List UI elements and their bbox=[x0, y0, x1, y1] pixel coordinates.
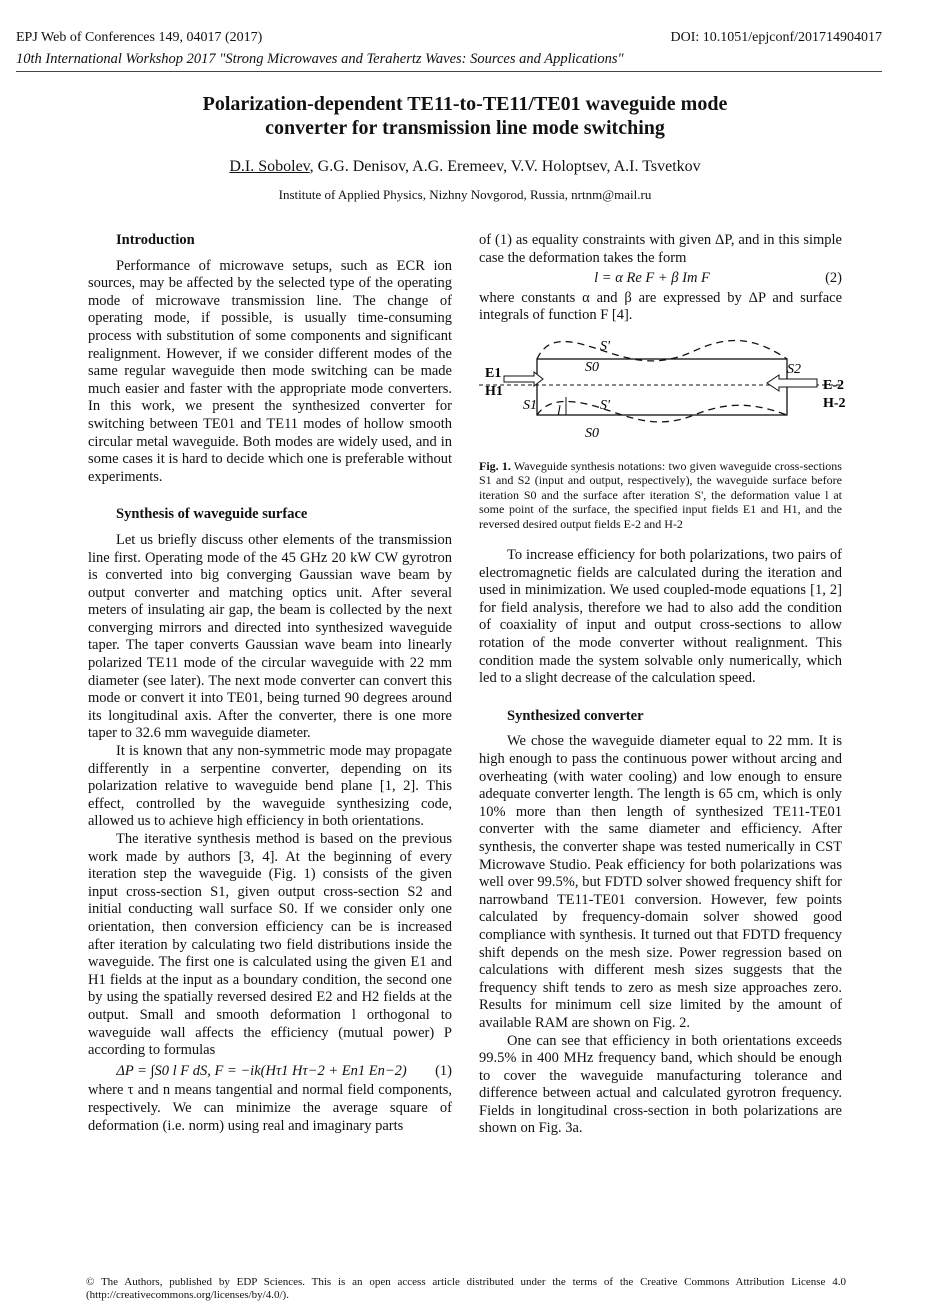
paragraph: where constants α and β are expressed by ΔP and surface integrals of function F [4]. bbox=[479, 289, 842, 324]
journal-citation: EPJ Web of Conferences 149, 04017 (2017) bbox=[16, 30, 263, 45]
figure-1-caption bbox=[479, 459, 842, 532]
paragraph: The iterative synthesis method is based on the previous work made by authors [3, 4]. At the beginning of every iteration step the waveguide (Fig. 1) consists of the given input cross-section S1, given output cross-section S2 and initial conducting wall surface S0. If we consider only one orientation, then conversion efficiency can be is increased after iteration by calculating two field distributions inside the waveguide. The first one is calculated using the given E1 and H1 fields at the input as a boundary condition, the second one by using the spatially reversed desired E2 and H2 fields at the output. Small and smooth deformation l orthogonal to waveguide wall affects the efficiency (mutual power) P according to formulas bbox=[88, 831, 452, 1059]
title-line-2: converter for transmission line mode switching bbox=[265, 117, 665, 139]
other-authors: , G.G. Denisov, A.G. Eremeev, V.V. Holoptsev, A.I. Tsvetkov bbox=[309, 158, 701, 175]
running-header bbox=[16, 30, 882, 46]
paper-title bbox=[0, 92, 930, 140]
waveguide-outline bbox=[537, 359, 787, 415]
title-line-1: Polarization-dependent TE11-to-TE11/TE01 waveguide mode bbox=[202, 93, 728, 115]
paragraph: where τ and n means tangential and normal field components, respectively. We can minimize the average square of deformation (i.e. norm) using real and imaginary parts bbox=[88, 1082, 452, 1134]
deformed-surface-top bbox=[537, 340, 787, 360]
paragraph: To increase efficiency for both polarizations, two pairs of electromagnetic fields are calculated during the iteration and used in minimization. We used coupled-mode equations [1, 2] for field analysis, therefore we had to also add the condition of coaxiality of input and output cross-sections to allow rotation of the mode converter without realignment. This condition made the system solvable only numerically, which led to a slight decrease of the calculation speed. bbox=[479, 547, 842, 687]
figure-label: S1 bbox=[523, 397, 537, 413]
license-footer: © The Authors, published by EDP Sciences. This is an open access article distributed under the terms of the Creative Commons Attribution License 4.0 (http://creativecommons.org/licenses/by/4.0/). bbox=[86, 1276, 846, 1301]
figure-1-label: Fig. 1. bbox=[479, 458, 511, 473]
paragraph: It is known that any non-symmetric mode may propagate differently in a serpentine converter, depending on its polarization relative to waveguide bend plane [1, 2]. This effect, controlled by the waveguide synthesizing code, allowed us to achieve high efficiency in both orientations. bbox=[88, 743, 452, 830]
left-column bbox=[88, 232, 452, 1135]
equation-1-body: ΔP = ∫S0 l F dS, F = −ik(Hτ1 Hτ−2 + En1 En−2) bbox=[116, 1062, 407, 1079]
workshop-name: 10th International Workshop 2017 "Strong Microwaves and Terahertz Waves: Sources and Applications" bbox=[16, 51, 624, 67]
figure-label: S0 bbox=[585, 359, 599, 375]
section-heading-synthesis: Synthesis of waveguide surface bbox=[116, 506, 308, 523]
section-heading-synthesized-converter: Synthesized converter bbox=[507, 707, 644, 724]
figure-label: S' bbox=[600, 397, 610, 413]
figure-label: S' bbox=[600, 338, 610, 354]
figure-label: E-2 bbox=[823, 377, 844, 393]
figure-label: S0 bbox=[585, 425, 599, 441]
equation-1 bbox=[88, 1063, 452, 1081]
deformed-surface-bottom bbox=[537, 401, 787, 421]
header-divider bbox=[16, 71, 882, 72]
author-list bbox=[0, 158, 930, 176]
equation-2 bbox=[479, 270, 842, 288]
figure-1-caption-text: Waveguide synthesis notations: two given waveguide cross-sections S1 and S2 (input and output, respectively), the waveguide surface before iteration S0 and the surface after iteration S', the deformation value l at some point of the surface, the specified input fields E1 and H1, and the reversed desired output fields E-2 and H-2 bbox=[479, 458, 842, 531]
paragraph: We chose the waveguide diameter equal to 22 mm. It is high enough to pass the continuous power without arcing and overheating (with water cooling) and low enough to ensure adequate converter length. The length is 65 cm, which is only 10% more than then length of synthesized TE11-TE01 converter with the same diameter and efficiency. After synthesis, the converter shape was tested numerically in CST Microwave Studio. Peak efficiency for both polarizations was well over 99.5%, but FDTD solver showed frequency shift for narrowband TE11-TE01 conversion. However, few points calculated by frequency-domain solver showed good compliance with synthesis. It turned out that FDTD frequency shift depends on the mesh size. Power regression based on calculations with different mesh sizes suggests that the frequency shift tends to zero as mesh size approaches zero. Results for minimum cell size limited by the amount of available RAM are shown on Fig. 2. bbox=[479, 733, 842, 1031]
figure-label: H-2 bbox=[823, 395, 846, 411]
equation-2-body: l = α Re F + β Im F bbox=[594, 270, 710, 287]
paragraph: Let us briefly discuss other elements of the transmission line first. Operating mode of the 45 GHz 20 kW CW gyrotron is converted into big converging Gaussian wave beam by output converter and matching optics unit. After several meters of insulating air gap, the beam is collected by the next converging mirrors and directed into synthesized waveguide taper. The taper converts Gaussian wave beam into linearly polarized TE11 mode of the circular waveguide with 22 mm diameter (see later). The next mode converter can convert this mode or convert it into TE01, being turned 90 degrees around its longitudinal axis. After the converter, there is one more taper to 32.6 mm waveguide diameter. bbox=[88, 531, 452, 742]
figure-label: l bbox=[557, 403, 561, 419]
right-column bbox=[479, 232, 846, 1138]
paragraph: One can see that efficiency in both orientations exceeds 99.5% in 400 MHz frequency band, which should be enough to cover the waveguide manufacturing tolerance and difference between actual and calculated gyrotron frequency. Fields in longitudinal cross-section in both polarizations are shown on Fig. 3a. bbox=[479, 1032, 842, 1137]
equation-1-number: (1) bbox=[435, 1062, 452, 1079]
affiliation: Institute of Applied Physics, Nizhny Novgorod, Russia, nrtnm@mail.ru bbox=[278, 187, 652, 202]
paragraph: Performance of microwave setups, such as ECR ion sources, may be affected by the selected type of the operating mode of microwave transmission line. The change of operating mode, if possible, is usually time-consuming process with substitution of some components and significant realignment. However, if we consider different modes of the same regular waveguide then mode switching can be made much easier and faster with the appropriate mode converters. In this work, we present the synthesized converter for switching between TE01 and TE11 modes of hollow smooth circular metal waveguide. Both modes are widely used, and in some cases it is hard to decide which one is preferable without experiments. bbox=[88, 257, 452, 485]
figure-label: S2 bbox=[787, 361, 801, 377]
waveguide-diagram bbox=[479, 337, 846, 449]
first-author: D.I. Sobolev bbox=[229, 158, 310, 175]
section-heading-introduction: Introduction bbox=[116, 232, 195, 248]
figure-1 bbox=[479, 337, 846, 455]
doi[interactable]: DOI: 10.1051/epjconf/201714904017 bbox=[670, 30, 882, 45]
output-arrow bbox=[767, 375, 817, 391]
paragraph: of (1) as equality constraints with given ΔP, and in this simple case the deformation takes the form bbox=[479, 232, 842, 266]
equation-2-number: (2) bbox=[825, 270, 842, 287]
input-arrow bbox=[504, 372, 543, 386]
figure-label: E1 bbox=[485, 365, 502, 381]
figure-label: H1 bbox=[485, 383, 503, 399]
